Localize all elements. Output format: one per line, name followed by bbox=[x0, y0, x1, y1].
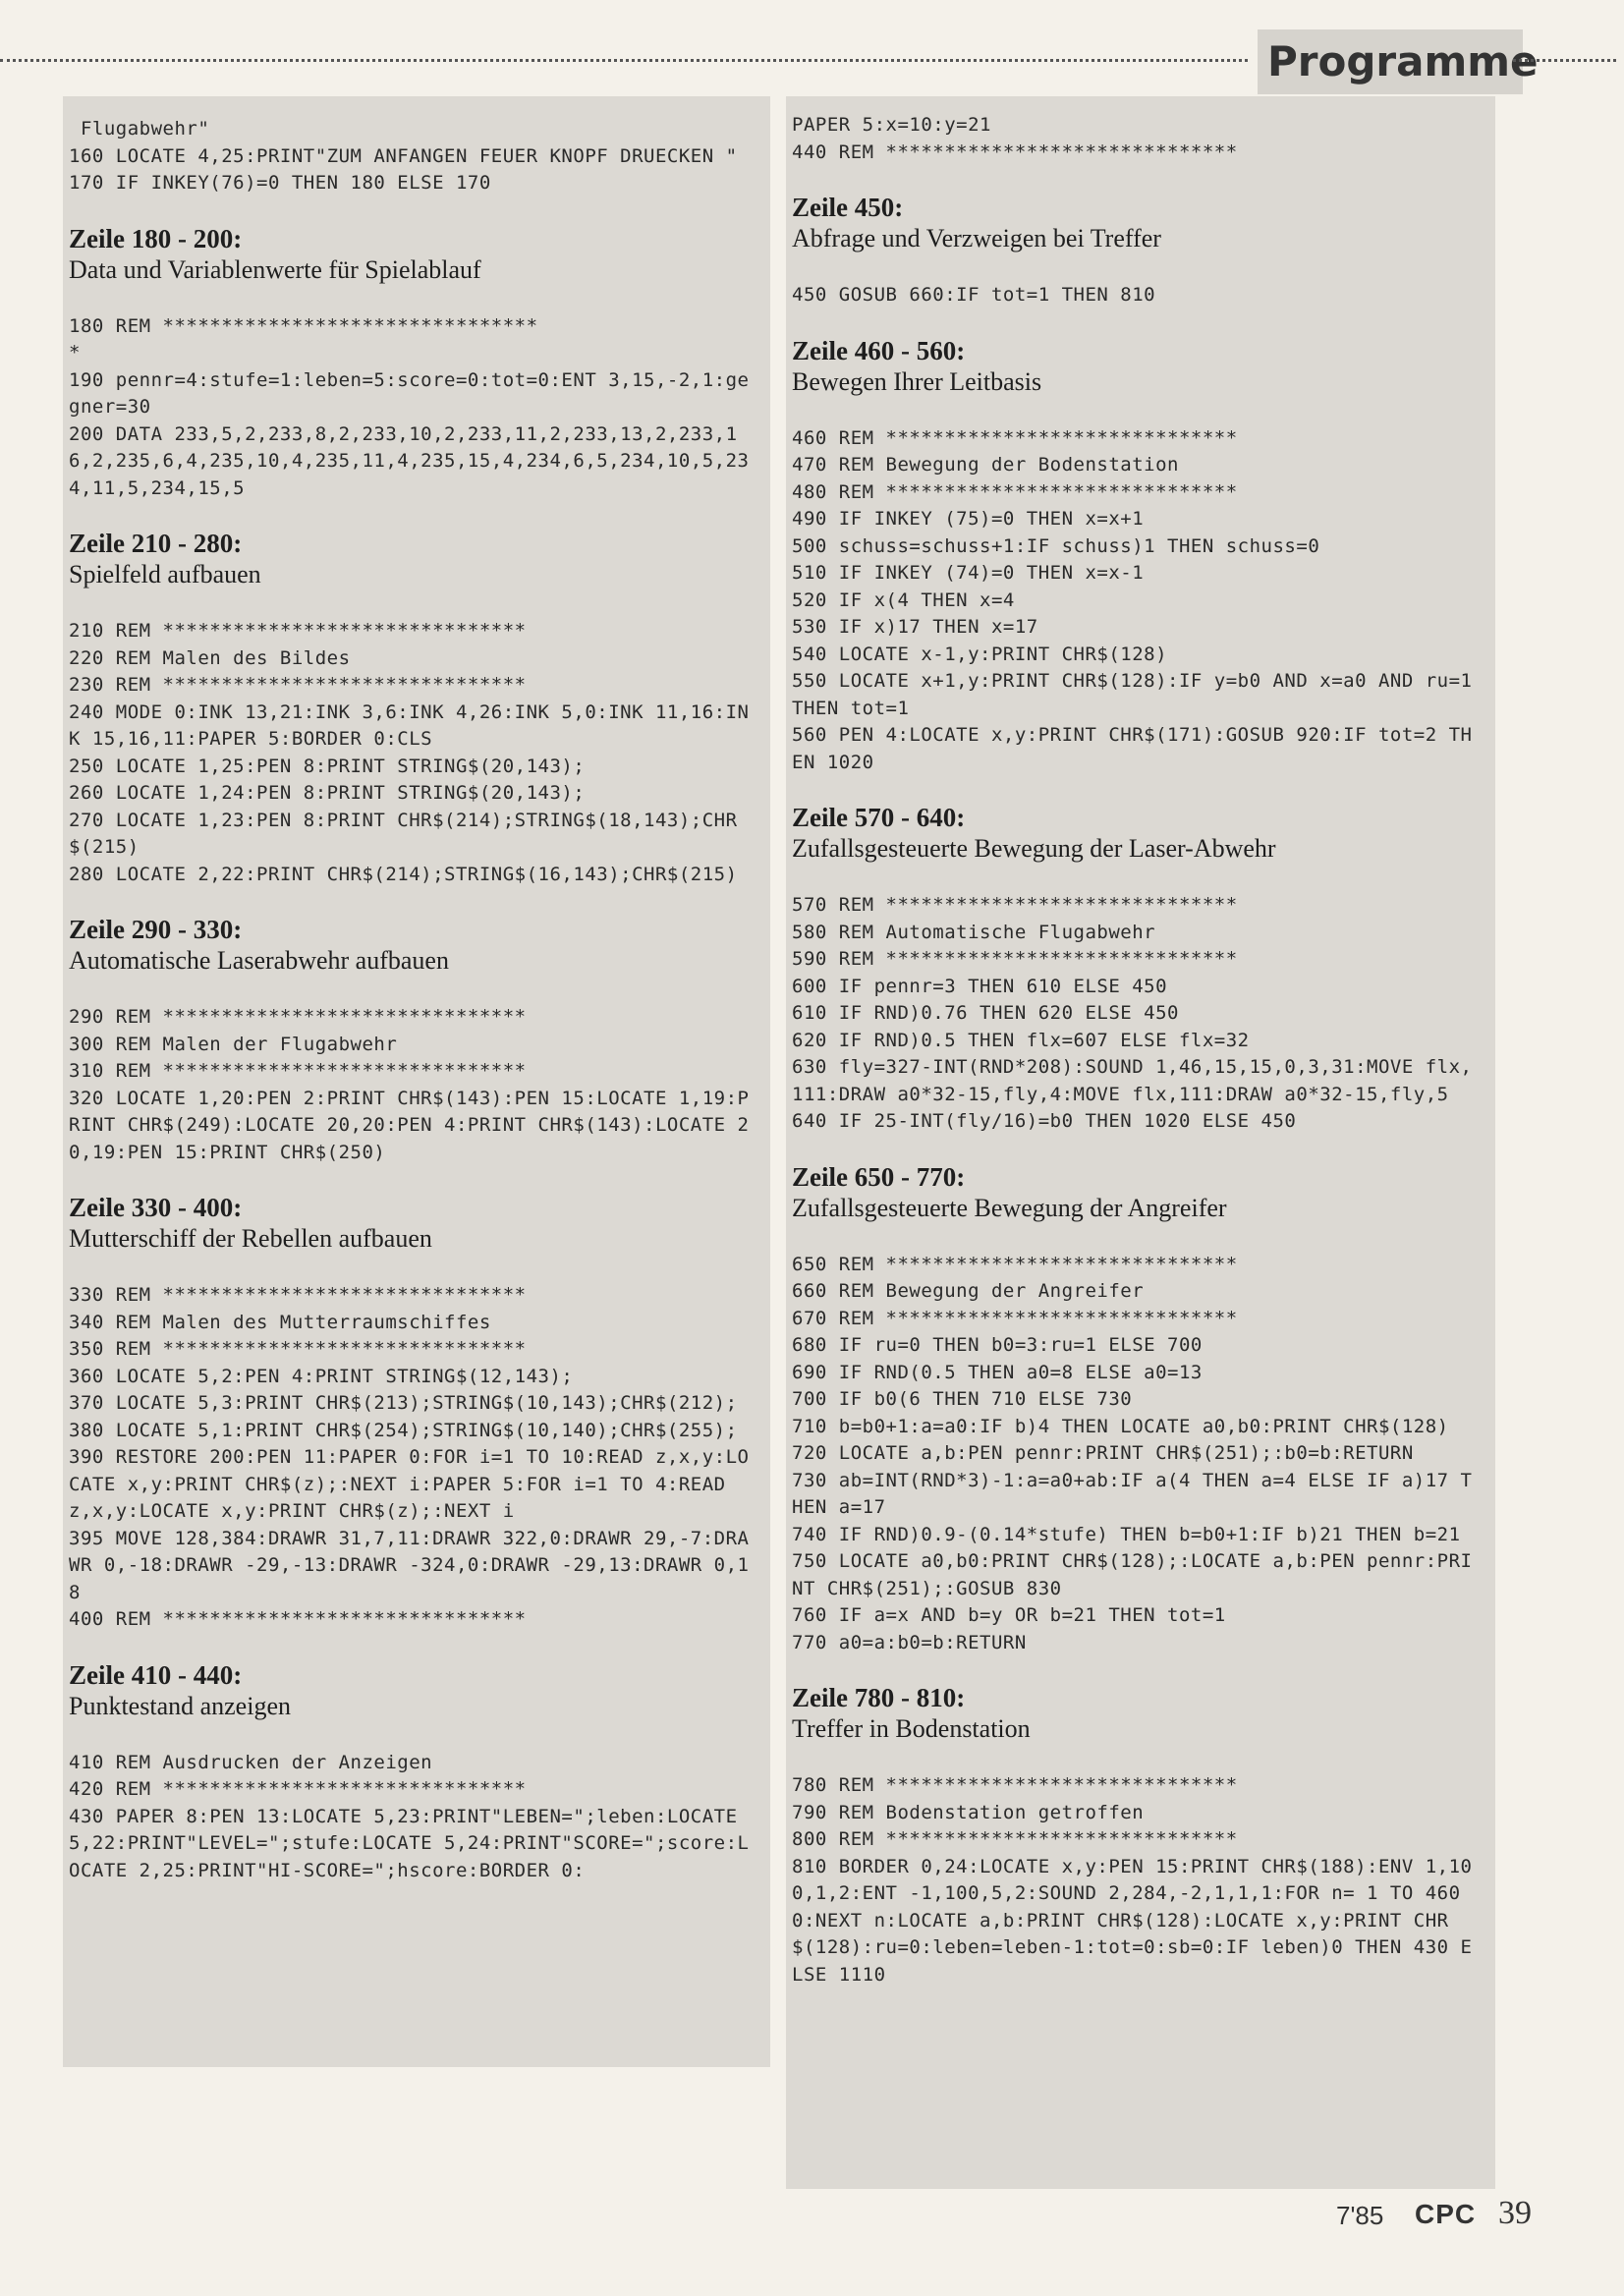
section-heading: Zeile 180 - 200: bbox=[69, 223, 243, 253]
section-caption bbox=[69, 1659, 753, 1722]
section-caption bbox=[69, 223, 753, 286]
code-listing: 330 REM ******************************* 340 REM Malen des Mutterraumschiffes 350 REM ******************************* 360 LOCATE 5,2:PEN 4:PRINT STRING$(12,143); 370 LOCATE 5,3:PRINT CHR$(213);STRING$(10,143);CHR$(212); 380 LOCATE 5,1:PRINT CHR$(254);STRING$(10,140);CHR$(255); 390 RESTORE 200:PEN 11:PAPER 0:FOR i=1 TO 10:READ z,x,y:LOCATE x,y:PRINT CHR$(z);:NEXT i:PAPER 5:FOR i=1 TO 4:READ z,x,y:LOCATE x,y:PRINT CHR$(z);:NEXT i 395 MOVE 128,384:DRAWR 31,7,11:DRAWR 322,0:DRAWR 29,-7:DRAWR 0,-18:DRAWR -29,-13:DRAWR -324,0:DRAWR -29,13:DRAWR 0,18 400 REM ******************************* bbox=[69, 1284, 750, 1630]
section-caption bbox=[792, 1161, 1484, 1224]
section-description: Bewegen Ihrer Leitbasis bbox=[792, 366, 1042, 396]
section-description: Zufallsgesteuerte Bewegung der Laser-Abwehr bbox=[792, 834, 1276, 863]
section-heading: Zeile 330 - 400: bbox=[69, 1193, 243, 1222]
section-heading: Zeile 460 - 560: bbox=[792, 335, 966, 365]
section-description: Zufallsgesteuerte Bewegung der Angreifer bbox=[792, 1193, 1227, 1222]
page-footer bbox=[1297, 2191, 1611, 2240]
code-listing: 180 REM ******************************** * 190 pennr=4:stufe=1:leben=5:score=0:tot=0:ENT 3,15,-2,1:gegner=30 200 DATA 233,5,2,233,8,2,233,10,2,233,11,2,233,13,2,233,16,2,235,6,4,235,10,4,235,11,4,235,15,4,234,6,5,234,10,5,234,11,5,234,15,5 bbox=[69, 314, 750, 499]
header-dotted-rule bbox=[0, 59, 1248, 66]
section-caption bbox=[792, 1682, 1484, 1745]
section-description: Treffer in Bodenstation bbox=[792, 1714, 1031, 1743]
section-heading: Zeile 450: bbox=[792, 193, 904, 222]
section-heading: Zeile 570 - 640: bbox=[792, 803, 966, 832]
section-heading: Zeile 290 - 330: bbox=[69, 915, 243, 944]
left-listing-column bbox=[63, 96, 770, 2067]
code-listing: 570 REM ****************************** 580 REM Automatische Flugabwehr 590 REM ****************************** 600 IF pennr=3 THEN 610 ELSE 450 610 IF RND)0.76 THEN 620 ELSE 450 620 IF RND)0.5 THEN flx=607 ELSE flx=32 630 fly=327-INT(RND*208):SOUND 1,46,15,15,0,3,31:MOVE flx,111:DRAW a0*32-15,fly,4:MOVE flx,111:DRAW a0*32-15,fly,5 640 IF 25-INT(fly/16)=b0 THEN 1020 ELSE 450 bbox=[792, 894, 1473, 1132]
section-caption bbox=[69, 914, 753, 977]
code-listing: Flugabwehr" 160 LOCATE 4,25:PRINT"ZUM ANFANGEN FEUER KNOPF DRUECKEN " 170 IF INKEY(76)=0 THEN 180 ELSE 170 bbox=[69, 118, 738, 194]
code-listing: 290 REM ******************************* 300 REM Malen der Flugabwehr 310 REM ******************************* 320 LOCATE 1,20:PEN 2:PRINT CHR$(143):PEN 15:LOCATE 1,19:PRINT CHR$(249):LOCATE 20,20:PEN 4:PRINT CHR$(143):LOCATE 20,19:PEN 15:PRINT CHR$(250) bbox=[69, 1006, 750, 1163]
section-caption bbox=[69, 1192, 753, 1255]
section-caption bbox=[792, 335, 1484, 398]
code-listing: 650 REM ****************************** 660 REM Bewegung der Angreifer 670 REM ****************************** 680 IF ru=0 THEN b0=3:ru=1 ELSE 700 690 IF RND(0.5 THEN a0=8 ELSE a0=13 700 IF b0(6 THEN 710 ELSE 730 710 b=b0+1:a=a0:IF b)4 THEN LOCATE a0,b0:PRINT CHR$(128) 720 LOCATE a,b:PEN pennr:PRINT CHR$(251);:b0=b:RETURN 730 ab=INT(RND*3)-1:a=a0+ab:IF a(4 THEN a=4 ELSE IF a)17 THEN a=17 740 IF RND)0.9-(0.14*stufe) THEN b=b0+1:IF b)21 THEN b=21 750 LOCATE a0,b0:PRINT CHR$(128);:LOCATE a,b:PEN pennr:PRINT CHR$(251);:GOSUB 830 760 IF a=x AND b=y OR b=21 THEN tot=1 770 a0=a:b0=b:RETURN bbox=[792, 1253, 1473, 1653]
code-listing: 460 REM ****************************** 470 REM Bewegung der Bodenstation 480 REM ****************************** 490 IF INKEY (75)=0 THEN x=x+1 500 schuss=schuss+1:IF schuss)1 THEN schuss=0 510 IF INKEY (74)=0 THEN x=x-1 520 IF x(4 THEN x=4 530 IF x)17 THEN x=17 540 LOCATE x-1,y:PRINT CHR$(128) 550 LOCATE x+1,y:PRINT CHR$(128):IF y=b0 AND x=a0 AND ru=1 THEN tot=1 560 PEN 4:LOCATE x,y:PRINT CHR$(171):GOSUB 920:IF tot=2 THEN 1020 bbox=[792, 426, 1473, 773]
code-listing: 780 REM ****************************** 790 REM Bodenstation getroffen 800 REM ****************************** 810 BORDER 0,24:LOCATE x,y:PEN 15:PRINT CHR$(188):ENV 1,100,1,2:ENT -1,100,5,2:SOUND 2,284,-2,1,1,1:FOR n= 1 TO 4600:NEXT n:LOCATE a,b:PRINT CHR$(128):LOCATE x,y:PRINT CHR$(128):ru=0:leben=leben-1:tot=0:sb=0:IF leben)0 THEN 430 ELSE 1110 bbox=[792, 1774, 1473, 1986]
section-heading: Zeile 210 - 280: bbox=[69, 529, 243, 558]
section-caption bbox=[792, 192, 1484, 254]
section-caption bbox=[792, 802, 1484, 865]
code-listing: PAPER 5:x=10:y=21 440 REM ****************************** bbox=[792, 114, 1238, 163]
section-description: Spielfeld aufbauen bbox=[69, 560, 261, 588]
magazine-logo: CPC bbox=[1415, 2199, 1477, 2229]
section-title: Programme bbox=[1258, 29, 1523, 94]
section-heading: Zeile 650 - 770: bbox=[792, 1161, 966, 1192]
section-caption bbox=[69, 528, 753, 590]
section-description: Automatische Laserabwehr aufbauen bbox=[69, 946, 449, 975]
issue-date: 7'85 bbox=[1336, 2201, 1384, 2230]
right-listing-column bbox=[786, 96, 1495, 2189]
code-listing: 410 REM Ausdrucken der Anzeigen 420 REM ******************************* 430 PAPER 8:PEN 13:LOCATE 5,23:PRINT"LEBEN=";leben:LOCATE 5,22:PRINT"LEVEL=";stufe:LOCATE 5,24:PRINT"SCORE=";score:LOCATE 2,25:PRINT"HI-SCORE=";hscore:BORDER 0: bbox=[69, 1751, 750, 1881]
code-listing: 450 GOSUB 660:IF tot=1 THEN 810 bbox=[792, 284, 1156, 306]
section-description: Mutterschiff der Rebellen aufbauen bbox=[69, 1224, 432, 1253]
code-listing: 210 REM ******************************* 220 REM Malen des Bildes 230 REM ******************************* 240 MODE 0:INK 13,21:INK 3,6:INK 4,26:INK 5,0:INK 11,16:INK 15,16,11:PAPER 5:BORDER 0:CLS 250 LOCATE 1,25:PEN 8:PRINT STRING$(20,143); 260 LOCATE 1,24:PEN 8:PRINT STRING$(20,143); 270 LOCATE 1,23:PEN 8:PRINT CHR$(214);STRING$(18,143);CHR$(215) 280 LOCATE 2,22:PRINT CHR$(214);STRING$(16,143);CHR$(215) bbox=[69, 620, 750, 885]
section-description: Punktestand anzeigen bbox=[69, 1691, 291, 1720]
section-heading: Zeile 780 - 810: bbox=[792, 1683, 966, 1712]
section-heading: Zeile 410 - 440: bbox=[69, 1659, 243, 1690]
section-description: Data und Variablenwerte für Spielablauf bbox=[69, 254, 481, 284]
header-dotted-rule-right bbox=[1513, 59, 1616, 66]
section-description: Abfrage und Verzweigen bei Treffer bbox=[792, 224, 1161, 252]
page-number: 39 bbox=[1498, 2195, 1532, 2231]
